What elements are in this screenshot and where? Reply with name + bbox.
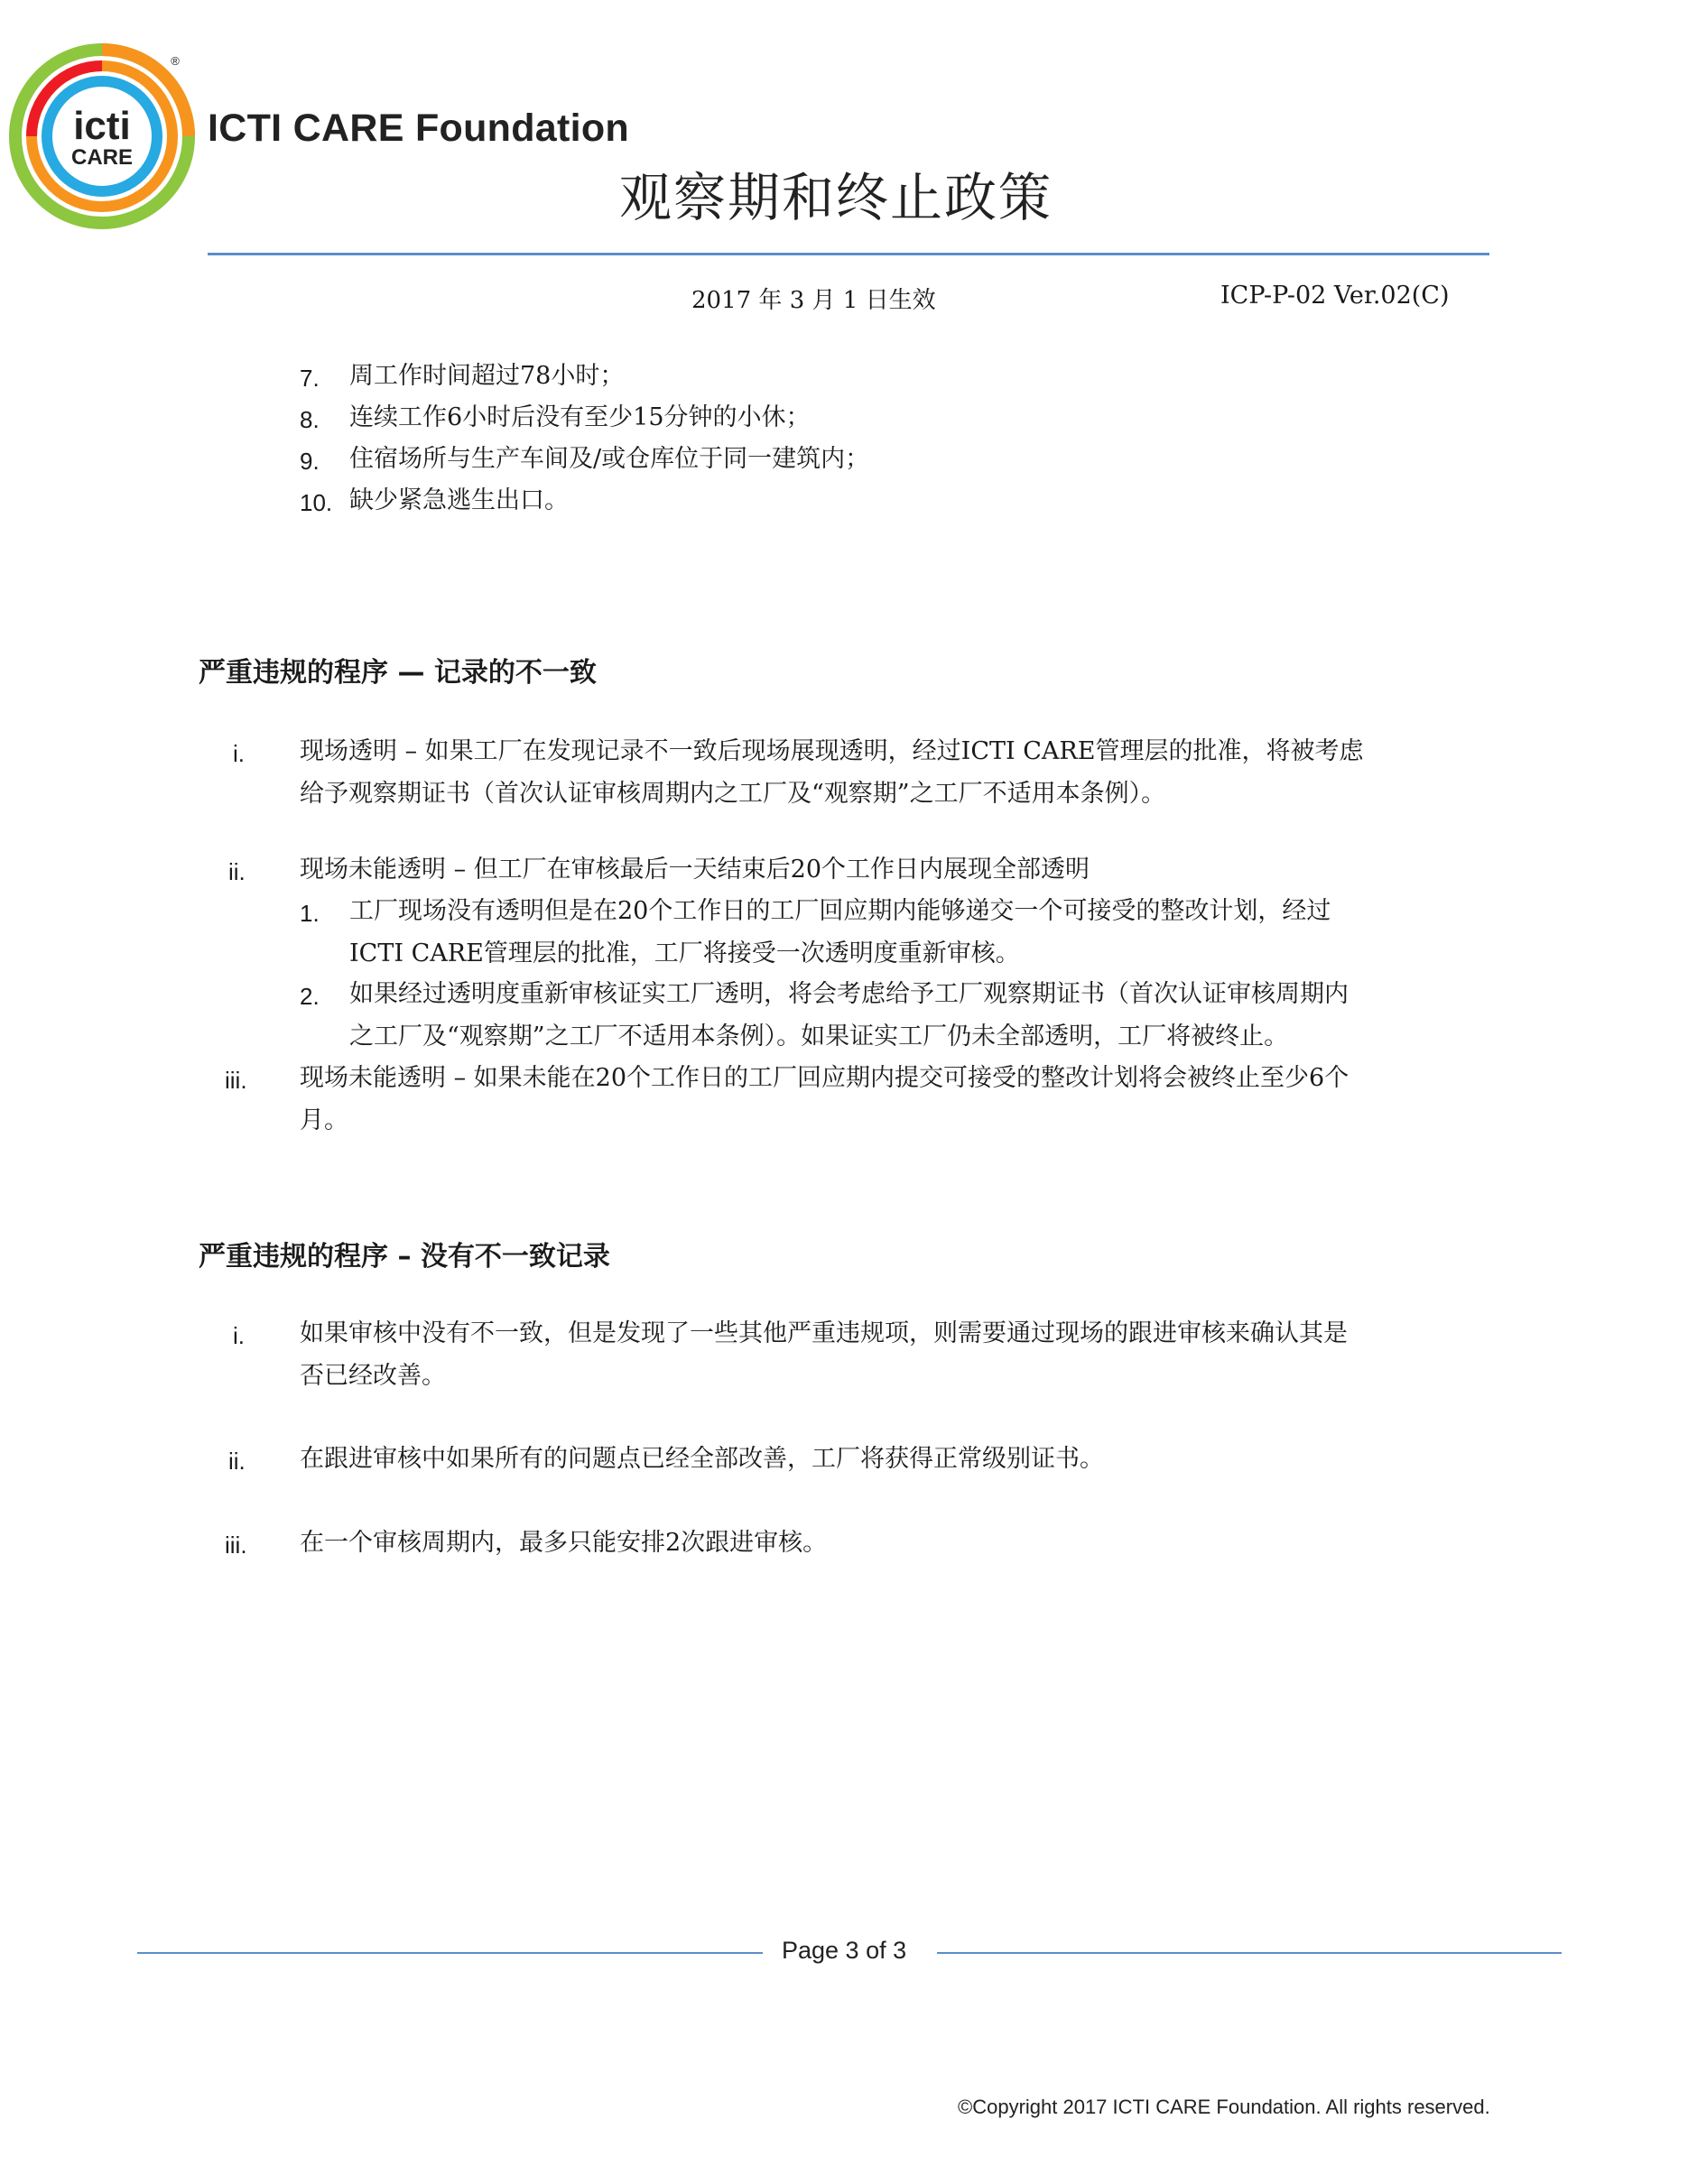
list-item-number: 7.	[300, 365, 320, 392]
logo-text-bottom: CARE	[70, 145, 134, 170]
paragraph-line: 工厂现场没有透明但是在20个工作日的工厂回应期内能够递交一个可接受的整改计划，经过	[349, 897, 1331, 925]
paragraph-line: 否已经改善。	[300, 1362, 446, 1390]
paragraph-line: 现场透明 – 如果工厂在发现记录不一致后现场展现透明，经过ICTI CARE管理层的批准，将被考虑	[300, 737, 1364, 765]
list-item-text: 周工作时间超过78小时；	[349, 362, 625, 390]
header-divider	[208, 253, 1489, 255]
paragraph-line: 现场未能透明 – 如果未能在20个工作日的工厂回应期内提交可接受的整改计划将会被终止至少6个	[300, 1064, 1349, 1092]
paragraph-line: 现场未能透明 – 但工厂在审核最后一天结束后20个工作日内展现全部透明	[300, 856, 1090, 884]
section-heading-inconsistent-records: 严重违规的程序 — 记录的不一致	[199, 657, 597, 689]
list-item-number: 10.	[300, 489, 333, 516]
paragraph-line: 如果审核中没有不一致，但是发现了一些其他严重违规项，则需要通过现场的跟进审核来确认其是	[300, 1319, 1348, 1347]
org-name: ICTI CARE Foundation	[208, 106, 629, 150]
logo-text-top: icti	[73, 104, 131, 148]
registered-mark: ®	[171, 54, 180, 68]
roman-numeral: ii.	[228, 1448, 246, 1475]
paragraph-line: 在一个审核周期内，最多只能安排2次跟进审核。	[300, 1529, 828, 1557]
paragraph-line: 月。	[300, 1106, 348, 1134]
page-number: Page 3 of 3	[782, 1937, 907, 1964]
sub-item-number: 1.	[300, 900, 320, 927]
footer-divider-right	[937, 1952, 1562, 1954]
roman-numeral: iii.	[225, 1532, 247, 1559]
roman-numeral: iii.	[225, 1067, 247, 1094]
paragraph-line: 如果经过透明度重新审核证实工厂透明，将会考虑给予工厂观察期证书（首次认证审核周期内	[349, 980, 1349, 1008]
icti-care-logo	[7, 42, 197, 231]
section-heading-no-inconsistency: 严重违规的程序 – 没有不一致记录	[199, 1241, 610, 1272]
document-id: ICP-P-02 Ver.02(C)	[1220, 282, 1450, 310]
list-item-text: 连续工作6小时后没有至少15分钟的小休；	[349, 403, 811, 431]
roman-numeral: i.	[233, 1322, 245, 1349]
copyright-notice: ©Copyright 2017 ICTI CARE Foundation. All rights reserved.	[958, 2096, 1490, 2118]
paragraph-line: 之工厂及“观察期”之工厂不适用本条例）。如果证实工厂仍未全部透明，工厂将被终止。	[349, 1023, 1289, 1050]
paragraph-line: 给予观察期证书（首次认证审核周期内之工厂及“观察期”之工厂不适用本条例）。	[300, 780, 1166, 808]
roman-numeral: i.	[233, 740, 245, 767]
page-title: 观察期和终止政策	[619, 167, 1053, 228]
effective-date: 2017 年 3 月 1 日生效	[691, 287, 936, 314]
footer-divider-left	[137, 1952, 763, 1954]
list-item-number: 9.	[300, 448, 320, 475]
list-item-text: 缺少紧急逃生出口。	[349, 486, 569, 514]
roman-numeral: ii.	[228, 858, 246, 885]
list-item-number: 8.	[300, 406, 320, 433]
paragraph-line: ICTI CARE管理层的批准，工厂将接受一次透明度重新审核。	[349, 939, 1020, 967]
paragraph-line: 在跟进审核中如果所有的问题点已经全部改善，工厂将获得正常级别证书。	[300, 1445, 1104, 1473]
list-item-text: 住宿场所与生产车间及/或仓库位于同一建筑内；	[349, 445, 870, 473]
sub-item-number: 2.	[300, 983, 320, 1010]
